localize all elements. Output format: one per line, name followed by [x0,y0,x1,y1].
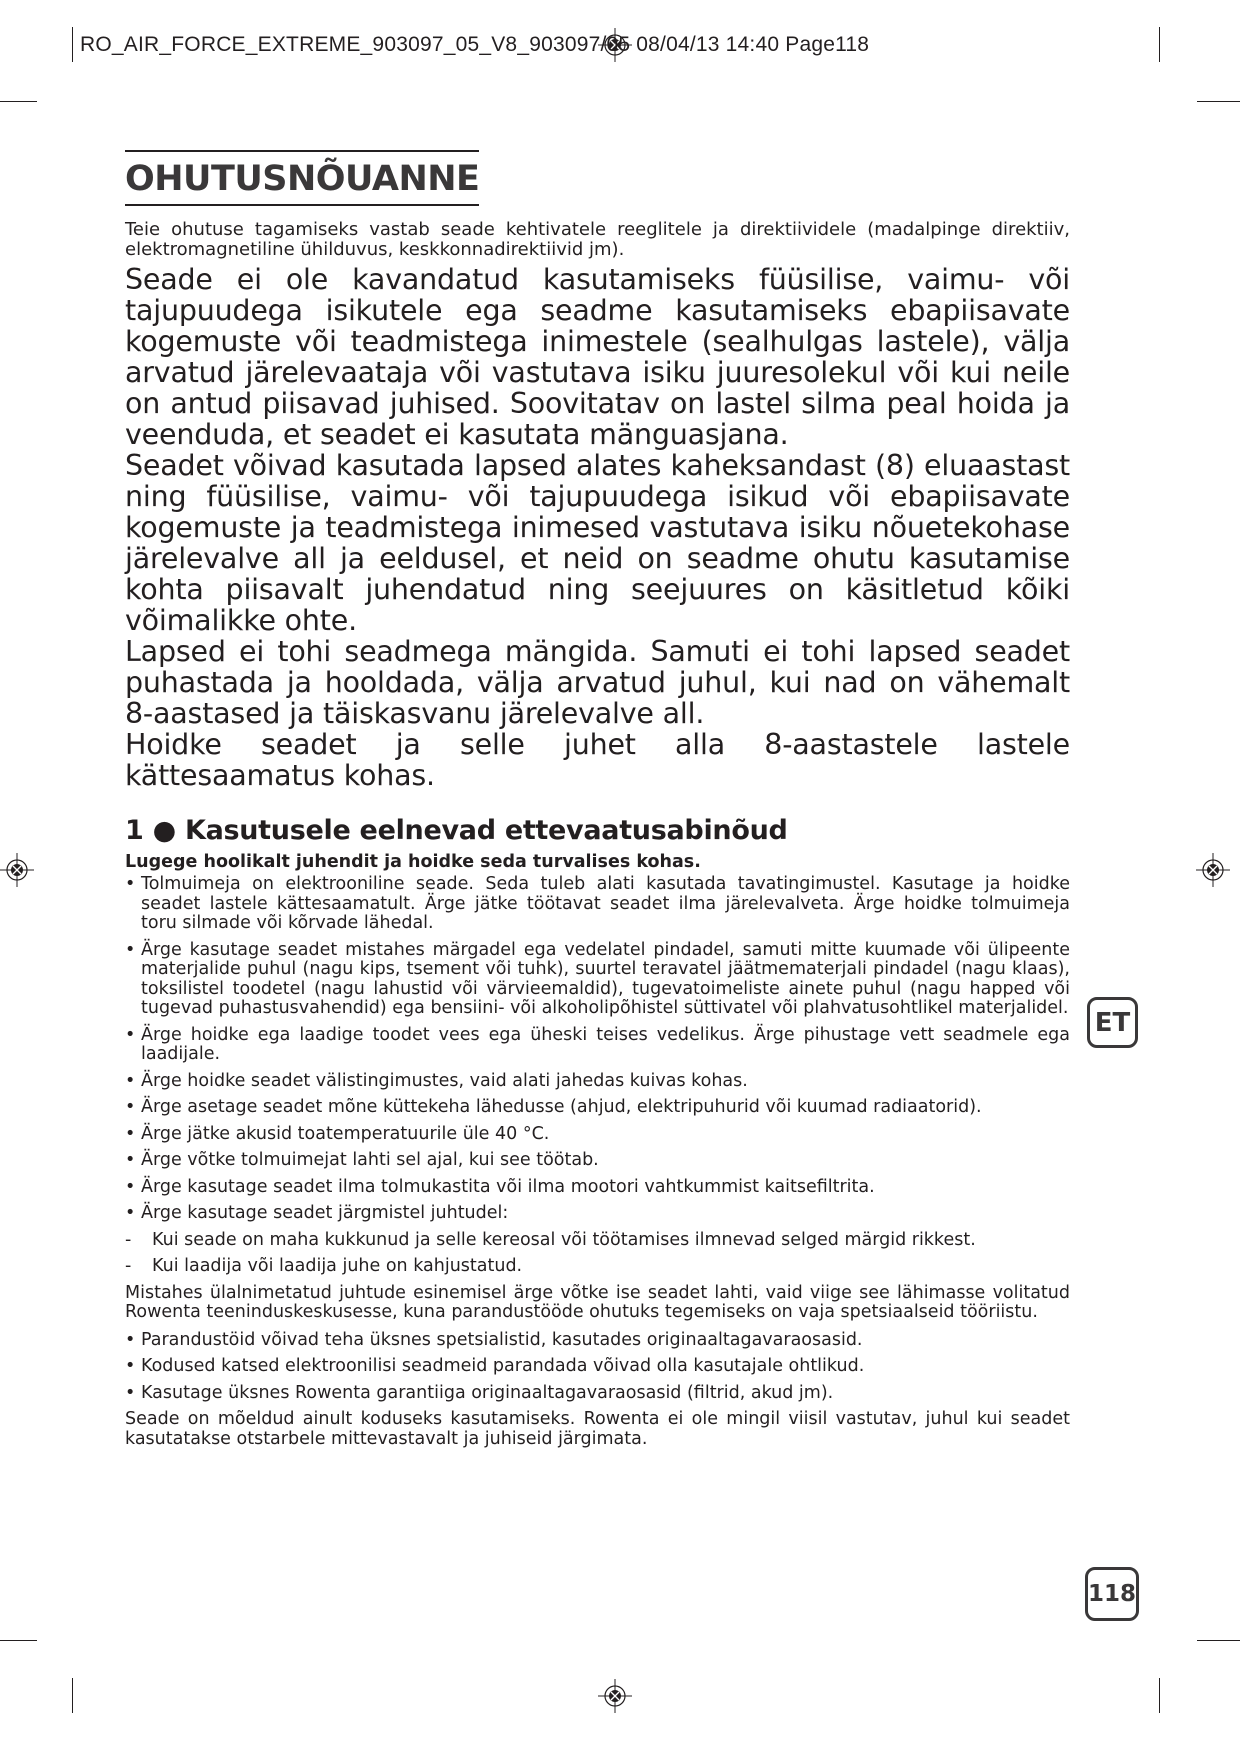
bullet-glyph: • [125,1123,136,1144]
bullet-glyph: • [125,1382,136,1403]
registration-mark-icon [1196,853,1230,887]
bullet-glyph: • [125,1356,136,1376]
crop-mark [72,1678,73,1713]
repair-list [125,1331,1070,1404]
bullet-glyph: • [125,1024,136,1045]
crop-mark [1159,27,1160,62]
page-number: 118 [1085,1567,1139,1621]
list-item [125,941,1070,1019]
list-item-text: Ärge hoidke ega laadige toodet vees ega üheski teises vedelikus. Ärge pihustage vett seadmele ega laadijale. [141,1024,1070,1064]
dash-item-text: Kui seade on maha kukkunud ja selle kereosal või töötamises ilmnevad selged märgid rikkest. [152,1229,976,1250]
repair-note: Mistahes ülalnimetatud juhtude esinemisel ärge võtke ise seadet lahti, vaid viige see lähimasse volitatud Rowenta teeninduskeskusesse, kuna parandustööde ohutuks tegemiseks on vaja spetsiaalseid tööriistu. [125,1282,1070,1322]
bullet-glyph: • [125,874,136,894]
list-item-text: Ärge hoidke seadet välistingimustes, vaid alati jahedas kuivas kohas. [141,1070,748,1091]
list-item-text: Ärge jätke akusid toatemperatuurile üle 40 °C. [141,1123,550,1144]
section-subheading: Lugege hoolikalt juhendit ja hoidke seda turvalises kohas. [125,852,701,872]
crop-mark [1197,1640,1240,1641]
list-item [125,1125,1070,1145]
list-item [125,875,1070,934]
dash-glyph: - [125,1229,132,1250]
bullet-glyph: • [125,1176,136,1197]
intro-text: Teie ohutuse tagamiseks vastab seade kehtivatele reeglitele ja direktiividele (madalpinge direktiiv, elektromagnetiline ühilduvus, keskkonnadirektiivid jm). [125,219,1070,260]
list-item-text: Ärge asetage seadet mõne küttekeha lähedusse (ahjud, elektripuhurid või kuumad radiaatorid). [141,1097,982,1117]
crop-mark [1197,101,1240,102]
print-slug: RO_AIR_FORCE_EXTREME_903097_05_V8_903097/05 08/04/13 14:40 Page118 [80,33,870,56]
dash-glyph: - [125,1256,132,1276]
list-item-text: Parandustöid võivad teha üksnes spetsialistid, kasutades originaaltagavaraosasid. [141,1329,863,1350]
list-item [125,1072,1070,1092]
warning-paragraph: Seade ei ole kavandatud kasutamiseks füüsilise, vaimu- või tajupuudega isikutele ega seadme kasutamiseks ebapiisavate kogemuste või teadmistega inimestele (sealhulgas lastele), välja arvatud järelevaataja või vastutava isiku juuresolekul või kui neile on antud piisavad juhised. Soovitatav on lastel silma peal hoida ja veenduda, et seadet ei kasutata mänguasjana. [125,263,1070,451]
main-content [125,150,1070,1457]
bullet-glyph: • [125,1329,136,1350]
list-item [125,1357,1070,1377]
dash-item [125,1257,1070,1277]
dash-item-text: Kui laadija või laadija juhe on kahjustatud. [152,1256,523,1276]
crop-mark [72,27,73,62]
bullet-glyph: • [125,939,136,960]
list-item [125,1204,1070,1224]
dash-item [125,1231,1070,1251]
registration-mark-icon [598,1679,632,1713]
bullet-glyph: • [125,1150,136,1170]
list-item [125,1178,1070,1198]
registration-mark-icon [0,853,34,887]
title-rule [125,150,479,206]
list-item [125,1026,1070,1065]
list-item [125,1384,1070,1404]
list-item-text: Ärge võtke tolmuimejat lahti sel ajal, kui see töötab. [141,1150,599,1170]
language-tab: ET [1087,997,1138,1048]
page-title: OHUTUSNÕUANNE [125,159,480,199]
bullet-glyph: • [125,1203,136,1223]
closing-note: Seade on mõeldud ainult koduseks kasutamiseks. Rowenta ei ole mingil viisil vastutav, juhul kui seadet kasutatakse otstarbele mittevastavalt ja juhiseid järgimata. [125,1409,1070,1449]
list-item-text: Kodused katsed elektroonilisi seadmeid parandada võivad olla kasutajale ohtlikud. [141,1356,865,1376]
list-item-text: Kasutage üksnes Rowenta garantiiga originaaltagavaraosasid (filtrid, akud jm). [141,1382,834,1403]
warning-paragraph: Seadet võivad kasutada lapsed alates kaheksandast (8) eluaastast ning füüsilise, vaimu- või tajupuudega isikud või ebapiisavate kogemuste ja teadmistega inimesed vastutava isiku nõuetekohase järelevalve all ja eeldusel, et neid on seadme ohutu kasutamise kohta piisavalt juhendatud ning seejuures on käsitletud kõiki võimalikke ohte. [125,449,1070,637]
list-item [125,1151,1070,1171]
list-item-text: Ärge kasutage seadet ilma tolmukastita või ilma mootori vahtkummist kaitsefiltrita. [141,1176,875,1197]
list-item-text: Ärge kasutage seadet mistahes märgadel ega vedelatel pindadel, samuti mitte kuumade või ülipeente materjalide puhul (nagu kips, tsement või tuhk), suurtel teravatel jäätmematerjali pindadel (nagu klaas), toksilistel toodetel (nagu lahustid või värvieemaldid), tugevatoimeliste ainete puhul (nagu happed või tugevad puhastusvahendid) ega bensiini- või alkoholipõhistel süttivatel või plahvatusohtlikel materjalidel. [141,939,1070,1018]
crop-mark [1159,1678,1160,1713]
bullet-glyph: • [125,1097,136,1117]
precautions-list [125,875,1070,1277]
warning-paragraph: Hoidke seadet ja selle juhet alla 8-aastastele lastele kättesaamatus kohas. [125,728,1070,792]
crop-mark [0,1640,37,1641]
list-item-text: Ärge kasutage seadet järgmistel juhtudel: [141,1203,509,1223]
crop-mark [0,101,37,102]
list-item [125,1098,1070,1118]
section-heading: 1 ● Kasutusele eelnevad ettevaatusabinõud [125,815,788,846]
list-item-text: Tolmuimeja on elektrooniline seade. Seda tuleb alati kasutada tavatingimustel. Kasutage ja hoidke seadet lastele kättesaamatult. Ärge jätke töötavat seadet ilma järelevalveta. Ärge hoidke tolmuimeja toru silmade või kõrvade lähedal. [141,874,1070,933]
warning-paragraph: Lapsed ei tohi seadmega mängida. Samuti ei tohi lapsed seadet puhastada ja hooldada, välja arvatud juhul, kui nad on vähemalt 8-aastased ja täiskasvanu järelevalve all. [125,635,1070,730]
list-item [125,1331,1070,1351]
bullet-glyph: • [125,1070,136,1091]
